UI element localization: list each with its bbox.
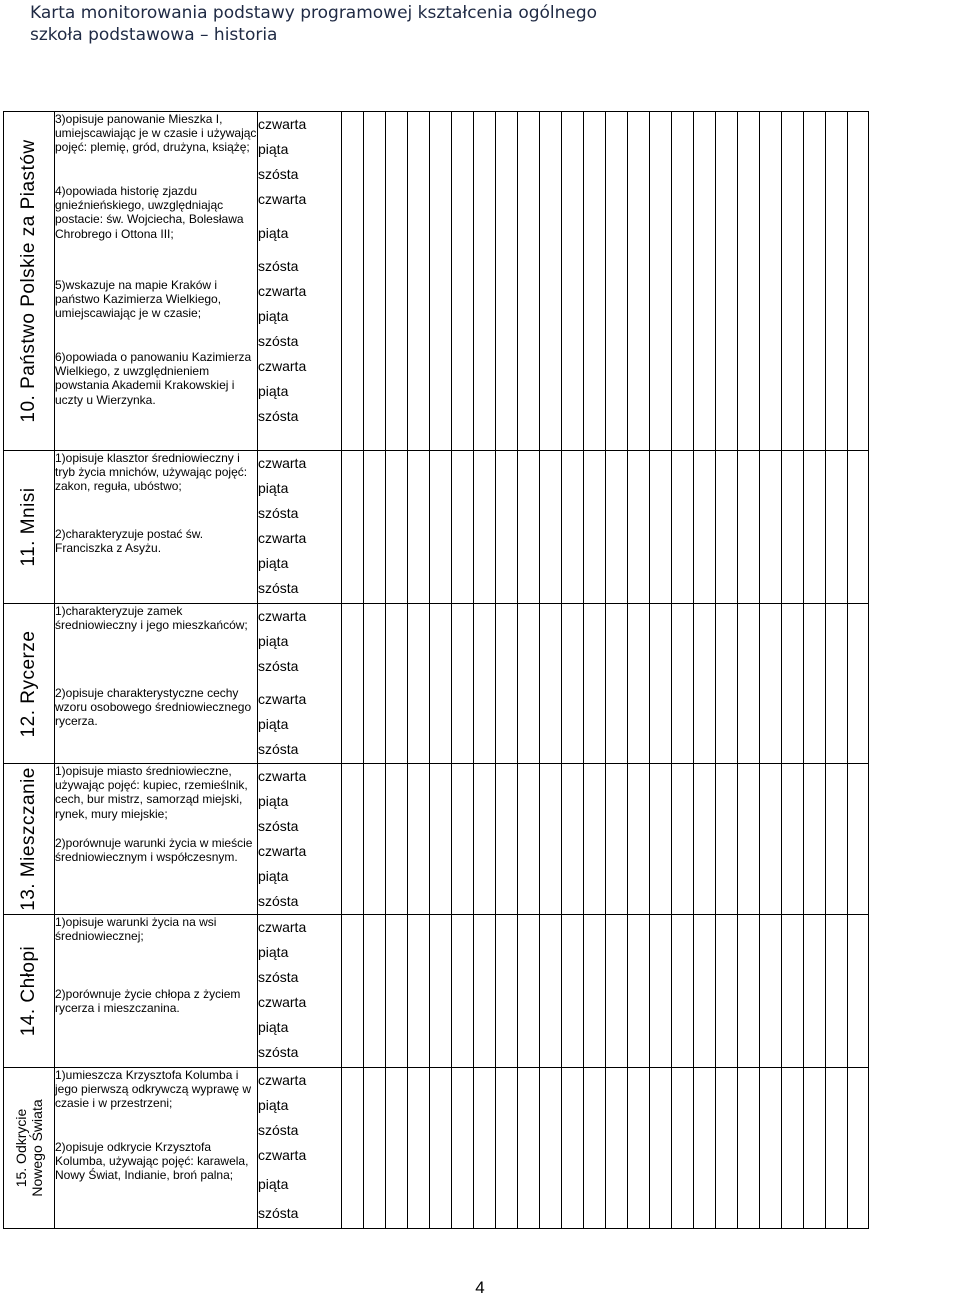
grid-cell[interactable] [760, 112, 782, 451]
grid-cell[interactable] [672, 112, 694, 451]
grid-cell[interactable] [562, 1068, 584, 1229]
level-label: szósta [258, 893, 299, 909]
grid-cell[interactable] [474, 1068, 496, 1229]
section-label: 14. Chłopi [18, 945, 39, 1037]
requirement-text: 2)porównuje życie chłopa z życiem rycerza i mieszczanina. [55, 987, 241, 1016]
grid-cell[interactable] [738, 112, 760, 451]
grid-cell[interactable] [342, 764, 364, 915]
level-label: czwarta [258, 1147, 307, 1163]
level-label: piąta [258, 383, 289, 399]
grid-cell[interactable] [760, 451, 782, 604]
level-label: szósta [258, 969, 299, 985]
section-label-cell [4, 915, 55, 1068]
section-label-cell [4, 604, 55, 764]
levels-cell [258, 604, 342, 764]
grid-cell[interactable] [650, 604, 672, 764]
grid-cell[interactable] [474, 764, 496, 915]
grid-cell[interactable] [408, 112, 430, 451]
level-label: czwarta [258, 455, 307, 471]
grid-cell[interactable] [848, 451, 869, 604]
grid-cell[interactable] [342, 915, 364, 1068]
grid-cell[interactable] [628, 915, 650, 1068]
level-label: szósta [258, 258, 299, 274]
grid-cell[interactable] [848, 112, 869, 451]
levels-cell [258, 112, 342, 451]
grid-cell[interactable] [672, 604, 694, 764]
grid-cell[interactable] [452, 1068, 474, 1229]
section-label-line: 15. Odkrycie [13, 1108, 29, 1188]
grid-cell[interactable] [782, 112, 804, 451]
grid-cell[interactable] [760, 1068, 782, 1229]
requirement-text: 5)wskazuje na mapie Kraków i państwo Kazimierza Wielkiego, umiejscawiając je w czasie; [55, 278, 222, 321]
requirement-text: 3)opisuje panowanie Mieszka I, umiejscawiając je w czasie i używając pojęć: plemię, gród, drużyna, książę; [55, 112, 257, 155]
grid-cell[interactable] [496, 451, 518, 604]
grid-cell[interactable] [826, 604, 848, 764]
grid-cell[interactable] [584, 915, 606, 1068]
document-title: Karta monitorowania podstawy programowej kształcenia ogólnego [30, 3, 598, 23]
level-label: szósta [258, 505, 299, 521]
grid-cell[interactable] [782, 764, 804, 915]
section-label: 12. Rycerze [18, 630, 39, 737]
grid-cell[interactable] [496, 1068, 518, 1229]
grid-cell[interactable] [650, 451, 672, 604]
level-label: piąta [258, 633, 289, 649]
level-label: czwarta [258, 919, 307, 935]
page-header [30, 0, 930, 46]
grid-cell[interactable] [716, 764, 738, 915]
grid-cell[interactable] [474, 604, 496, 764]
grid-cell[interactable] [408, 915, 430, 1068]
grid-cell[interactable] [826, 915, 848, 1068]
grid-cell[interactable] [342, 451, 364, 604]
grid-cell[interactable] [694, 451, 716, 604]
level-label: szósta [258, 1044, 299, 1060]
requirement-text: 1)charakteryzuje zamek średniowieczny i jego mieszkańców; [55, 604, 248, 633]
grid-cell[interactable] [540, 451, 562, 604]
grid-cell[interactable] [848, 915, 869, 1068]
grid-cell[interactable] [562, 604, 584, 764]
grid-cell[interactable] [628, 451, 650, 604]
requirement-text: 2)opisuje odkrycie Krzysztofa Kolumba, używając pojęć: karawela, Nowy Świat, Indianie, broń palna; [55, 1140, 249, 1183]
grid-cell[interactable] [716, 1068, 738, 1229]
levels-cell [258, 451, 342, 604]
levels-cell [258, 764, 342, 915]
grid-cell[interactable] [408, 604, 430, 764]
section-row [4, 604, 869, 764]
grid-cell[interactable] [672, 1068, 694, 1229]
grid-cell[interactable] [628, 112, 650, 451]
requirement-text: 1)opisuje warunki życia na wsi średniowiecznej; [55, 915, 217, 944]
grid-cell[interactable] [386, 112, 408, 451]
level-label: piąta [258, 480, 289, 496]
level-label: czwarta [258, 843, 307, 859]
grid-cell[interactable] [672, 764, 694, 915]
requirements-cell [55, 451, 258, 604]
grid-cell[interactable] [716, 915, 738, 1068]
grid-cell[interactable] [496, 915, 518, 1068]
grid-cell[interactable] [782, 604, 804, 764]
section-row [4, 112, 869, 451]
grid-cell[interactable] [518, 604, 540, 764]
grid-cell[interactable] [738, 764, 760, 915]
grid-cell[interactable] [650, 112, 672, 451]
grid-cell[interactable] [518, 764, 540, 915]
level-label: piąta [258, 716, 289, 732]
grid-cell[interactable] [672, 451, 694, 604]
grid-cell[interactable] [364, 451, 386, 604]
grid-cell[interactable] [606, 915, 628, 1068]
level-label: czwarta [258, 283, 307, 299]
level-label: szósta [258, 333, 299, 349]
grid-cell[interactable] [782, 915, 804, 1068]
grid-cell[interactable] [518, 451, 540, 604]
grid-cell[interactable] [408, 451, 430, 604]
grid-cell[interactable] [694, 604, 716, 764]
grid-cell[interactable] [518, 915, 540, 1068]
grid-cell[interactable] [452, 764, 474, 915]
grid-cell[interactable] [452, 112, 474, 451]
grid-cell[interactable] [694, 764, 716, 915]
level-label: czwarta [258, 1072, 307, 1088]
page-number: 4 [475, 1278, 485, 1297]
grid-cell[interactable] [760, 604, 782, 764]
level-label: piąta [258, 225, 289, 241]
grid-cell[interactable] [386, 451, 408, 604]
grid-cell[interactable] [738, 915, 760, 1068]
grid-cell[interactable] [518, 1068, 540, 1229]
level-label: piąta [258, 1019, 289, 1035]
grid-cell[interactable] [628, 604, 650, 764]
section-label-cell [4, 451, 55, 604]
grid-cell[interactable] [364, 112, 386, 451]
requirements-cell [55, 1068, 258, 1229]
level-label: szósta [258, 1205, 299, 1221]
grid-cell[interactable] [804, 1068, 826, 1229]
grid-cell[interactable] [430, 604, 452, 764]
grid-cell[interactable] [342, 604, 364, 764]
grid-cell[interactable] [804, 764, 826, 915]
grid-cell[interactable] [430, 764, 452, 915]
section-row [4, 451, 869, 604]
levels-cell [258, 915, 342, 1068]
level-label: piąta [258, 555, 289, 571]
section-label-line: Nowego Świata [29, 1099, 45, 1197]
grid-cell[interactable] [540, 604, 562, 764]
requirement-text: 2)porównuje warunki życia w mieście średniowiecznym i współczesnym. [55, 836, 253, 865]
section-label-cell [4, 112, 55, 451]
grid-cell[interactable] [628, 1068, 650, 1229]
grid-cell[interactable] [848, 764, 869, 915]
requirement-text: 2)charakteryzuje postać św. Franciszka z Asyżu. [55, 527, 204, 556]
grid-cell[interactable] [496, 112, 518, 451]
grid-cell[interactable] [848, 1068, 869, 1229]
level-label: szósta [258, 408, 299, 424]
grid-cell[interactable] [562, 915, 584, 1068]
requirement-text: 4)opowiada historię zjazdu gnieźnieńskiego, uwzględniając postacie: św. Wojciecha, Bolesława Chrobrego i Ottona III; [55, 184, 244, 241]
level-label: czwarta [258, 530, 307, 546]
grid-cell[interactable] [342, 1068, 364, 1229]
grid-cell[interactable] [650, 915, 672, 1068]
requirement-text: 6)opowiada o panowaniu Kazimierza Wielkiego, z uwzględnieniem powstania Akademii Krakowskiej i uczty u Wierzynka. [55, 350, 252, 407]
grid-cell[interactable] [606, 112, 628, 451]
grid-cell[interactable] [584, 764, 606, 915]
grid-cell[interactable] [540, 1068, 562, 1229]
grid-cell[interactable] [738, 604, 760, 764]
grid-cell[interactable] [474, 112, 496, 451]
grid-cell[interactable] [606, 604, 628, 764]
section-row [4, 1068, 869, 1229]
grid-cell[interactable] [518, 112, 540, 451]
grid-cell[interactable] [738, 451, 760, 604]
level-label: piąta [258, 1176, 289, 1192]
grid-cell[interactable] [584, 604, 606, 764]
document-subtitle: szkoła podstawowa – historia [30, 25, 278, 45]
levels-cell [258, 1068, 342, 1229]
grid-cell[interactable] [716, 112, 738, 451]
grid-cell[interactable] [386, 764, 408, 915]
grid-cell[interactable] [474, 451, 496, 604]
level-label: szósta [258, 818, 299, 834]
level-label: piąta [258, 944, 289, 960]
grid-cell[interactable] [606, 451, 628, 604]
grid-cell[interactable] [804, 604, 826, 764]
grid-cell[interactable] [606, 1068, 628, 1229]
grid-cell[interactable] [540, 112, 562, 451]
grid-cell[interactable] [584, 112, 606, 451]
grid-cell[interactable] [540, 915, 562, 1068]
grid-cell[interactable] [430, 1068, 452, 1229]
grid-cell[interactable] [562, 451, 584, 604]
grid-cell[interactable] [650, 1068, 672, 1229]
level-label: szósta [258, 580, 299, 596]
grid-cell[interactable] [804, 112, 826, 451]
level-label: czwarta [258, 191, 307, 207]
level-label: piąta [258, 141, 289, 157]
level-label: piąta [258, 1097, 289, 1113]
level-label: czwarta [258, 358, 307, 374]
grid-cell[interactable] [342, 112, 364, 451]
level-label: szósta [258, 1122, 299, 1138]
grid-cell[interactable] [716, 604, 738, 764]
grid-cell[interactable] [452, 451, 474, 604]
level-label: czwarta [258, 691, 307, 707]
section-label-cell [4, 764, 55, 915]
grid-cell[interactable] [408, 1068, 430, 1229]
grid-cell[interactable] [430, 451, 452, 604]
grid-cell[interactable] [386, 604, 408, 764]
requirement-text: 2)opisuje charakterystyczne cechy wzoru osobowego średniowiecznego rycerza. [55, 686, 252, 729]
requirement-text: 1)opisuje klasztor średniowieczny i tryb życia mnichów, używając pojęć: zakon, reguła, ubóstwo; [55, 451, 248, 494]
grid-cell[interactable] [430, 915, 452, 1068]
requirement-text: 1)umieszcza Krzysztofa Kolumba i jego pierwszą odkrywczą wyprawę w czasie i w przestrzeni; [55, 1068, 252, 1111]
grid-cell[interactable] [562, 112, 584, 451]
grid-cell[interactable] [848, 604, 869, 764]
grid-cell[interactable] [430, 112, 452, 451]
section-label-cell [4, 1068, 55, 1229]
grid-cell[interactable] [694, 915, 716, 1068]
grid-cell[interactable] [496, 764, 518, 915]
section-label: 13. Mieszczanie [18, 767, 39, 911]
grid-cell[interactable] [738, 1068, 760, 1229]
grid-cell[interactable] [826, 764, 848, 915]
level-label: piąta [258, 308, 289, 324]
grid-cell[interactable] [386, 1068, 408, 1229]
grid-cell[interactable] [826, 1068, 848, 1229]
grid-cell[interactable] [452, 915, 474, 1068]
grid-cell[interactable] [826, 112, 848, 451]
grid-cell[interactable] [364, 1068, 386, 1229]
level-label: szósta [258, 166, 299, 182]
section-label [13, 1099, 45, 1196]
grid-cell[interactable] [386, 915, 408, 1068]
grid-cell[interactable] [760, 764, 782, 915]
grid-cell[interactable] [408, 764, 430, 915]
grid-cell[interactable] [650, 764, 672, 915]
monitoring-table [3, 111, 869, 1229]
level-label: czwarta [258, 608, 307, 624]
requirements-cell [55, 764, 258, 915]
level-label: czwarta [258, 994, 307, 1010]
section-row [4, 915, 869, 1068]
grid-cell[interactable] [496, 604, 518, 764]
level-label: piąta [258, 793, 289, 809]
level-label: piąta [258, 868, 289, 884]
grid-cell[interactable] [782, 1068, 804, 1229]
grid-cell[interactable] [562, 764, 584, 915]
level-label: czwarta [258, 768, 307, 784]
grid-cell[interactable] [782, 451, 804, 604]
grid-cell[interactable] [584, 1068, 606, 1229]
grid-cell[interactable] [716, 451, 738, 604]
grid-cell[interactable] [584, 451, 606, 604]
grid-cell[interactable] [364, 764, 386, 915]
grid-cell[interactable] [694, 112, 716, 451]
grid-cell[interactable] [628, 764, 650, 915]
level-label: szósta [258, 741, 299, 757]
section-label: 11. Mnisi [18, 487, 39, 567]
requirements-cell [55, 915, 258, 1068]
grid-cell[interactable] [364, 915, 386, 1068]
requirements-cell [55, 604, 258, 764]
grid-cell[interactable] [826, 451, 848, 604]
grid-cell[interactable] [474, 915, 496, 1068]
grid-cell[interactable] [760, 915, 782, 1068]
grid-cell[interactable] [540, 764, 562, 915]
level-label: szósta [258, 658, 299, 674]
grid-cell[interactable] [694, 1068, 716, 1229]
requirements-cell [55, 112, 258, 451]
section-label: 10. Państwo Polskie za Piastów [18, 139, 39, 423]
level-label: czwarta [258, 116, 307, 132]
grid-cell[interactable] [672, 915, 694, 1068]
requirement-text: 1)opisuje miasto średniowieczne, używając pojęć: kupiec, rzemieślnik, cech, bur mistrz, samorząd miejski, rynek, mury miejskie; [55, 764, 248, 821]
grid-cell[interactable] [364, 604, 386, 764]
grid-cell[interactable] [606, 764, 628, 915]
section-row [4, 764, 869, 915]
grid-cell[interactable] [452, 604, 474, 764]
grid-cell[interactable] [804, 915, 826, 1068]
grid-cell[interactable] [804, 451, 826, 604]
